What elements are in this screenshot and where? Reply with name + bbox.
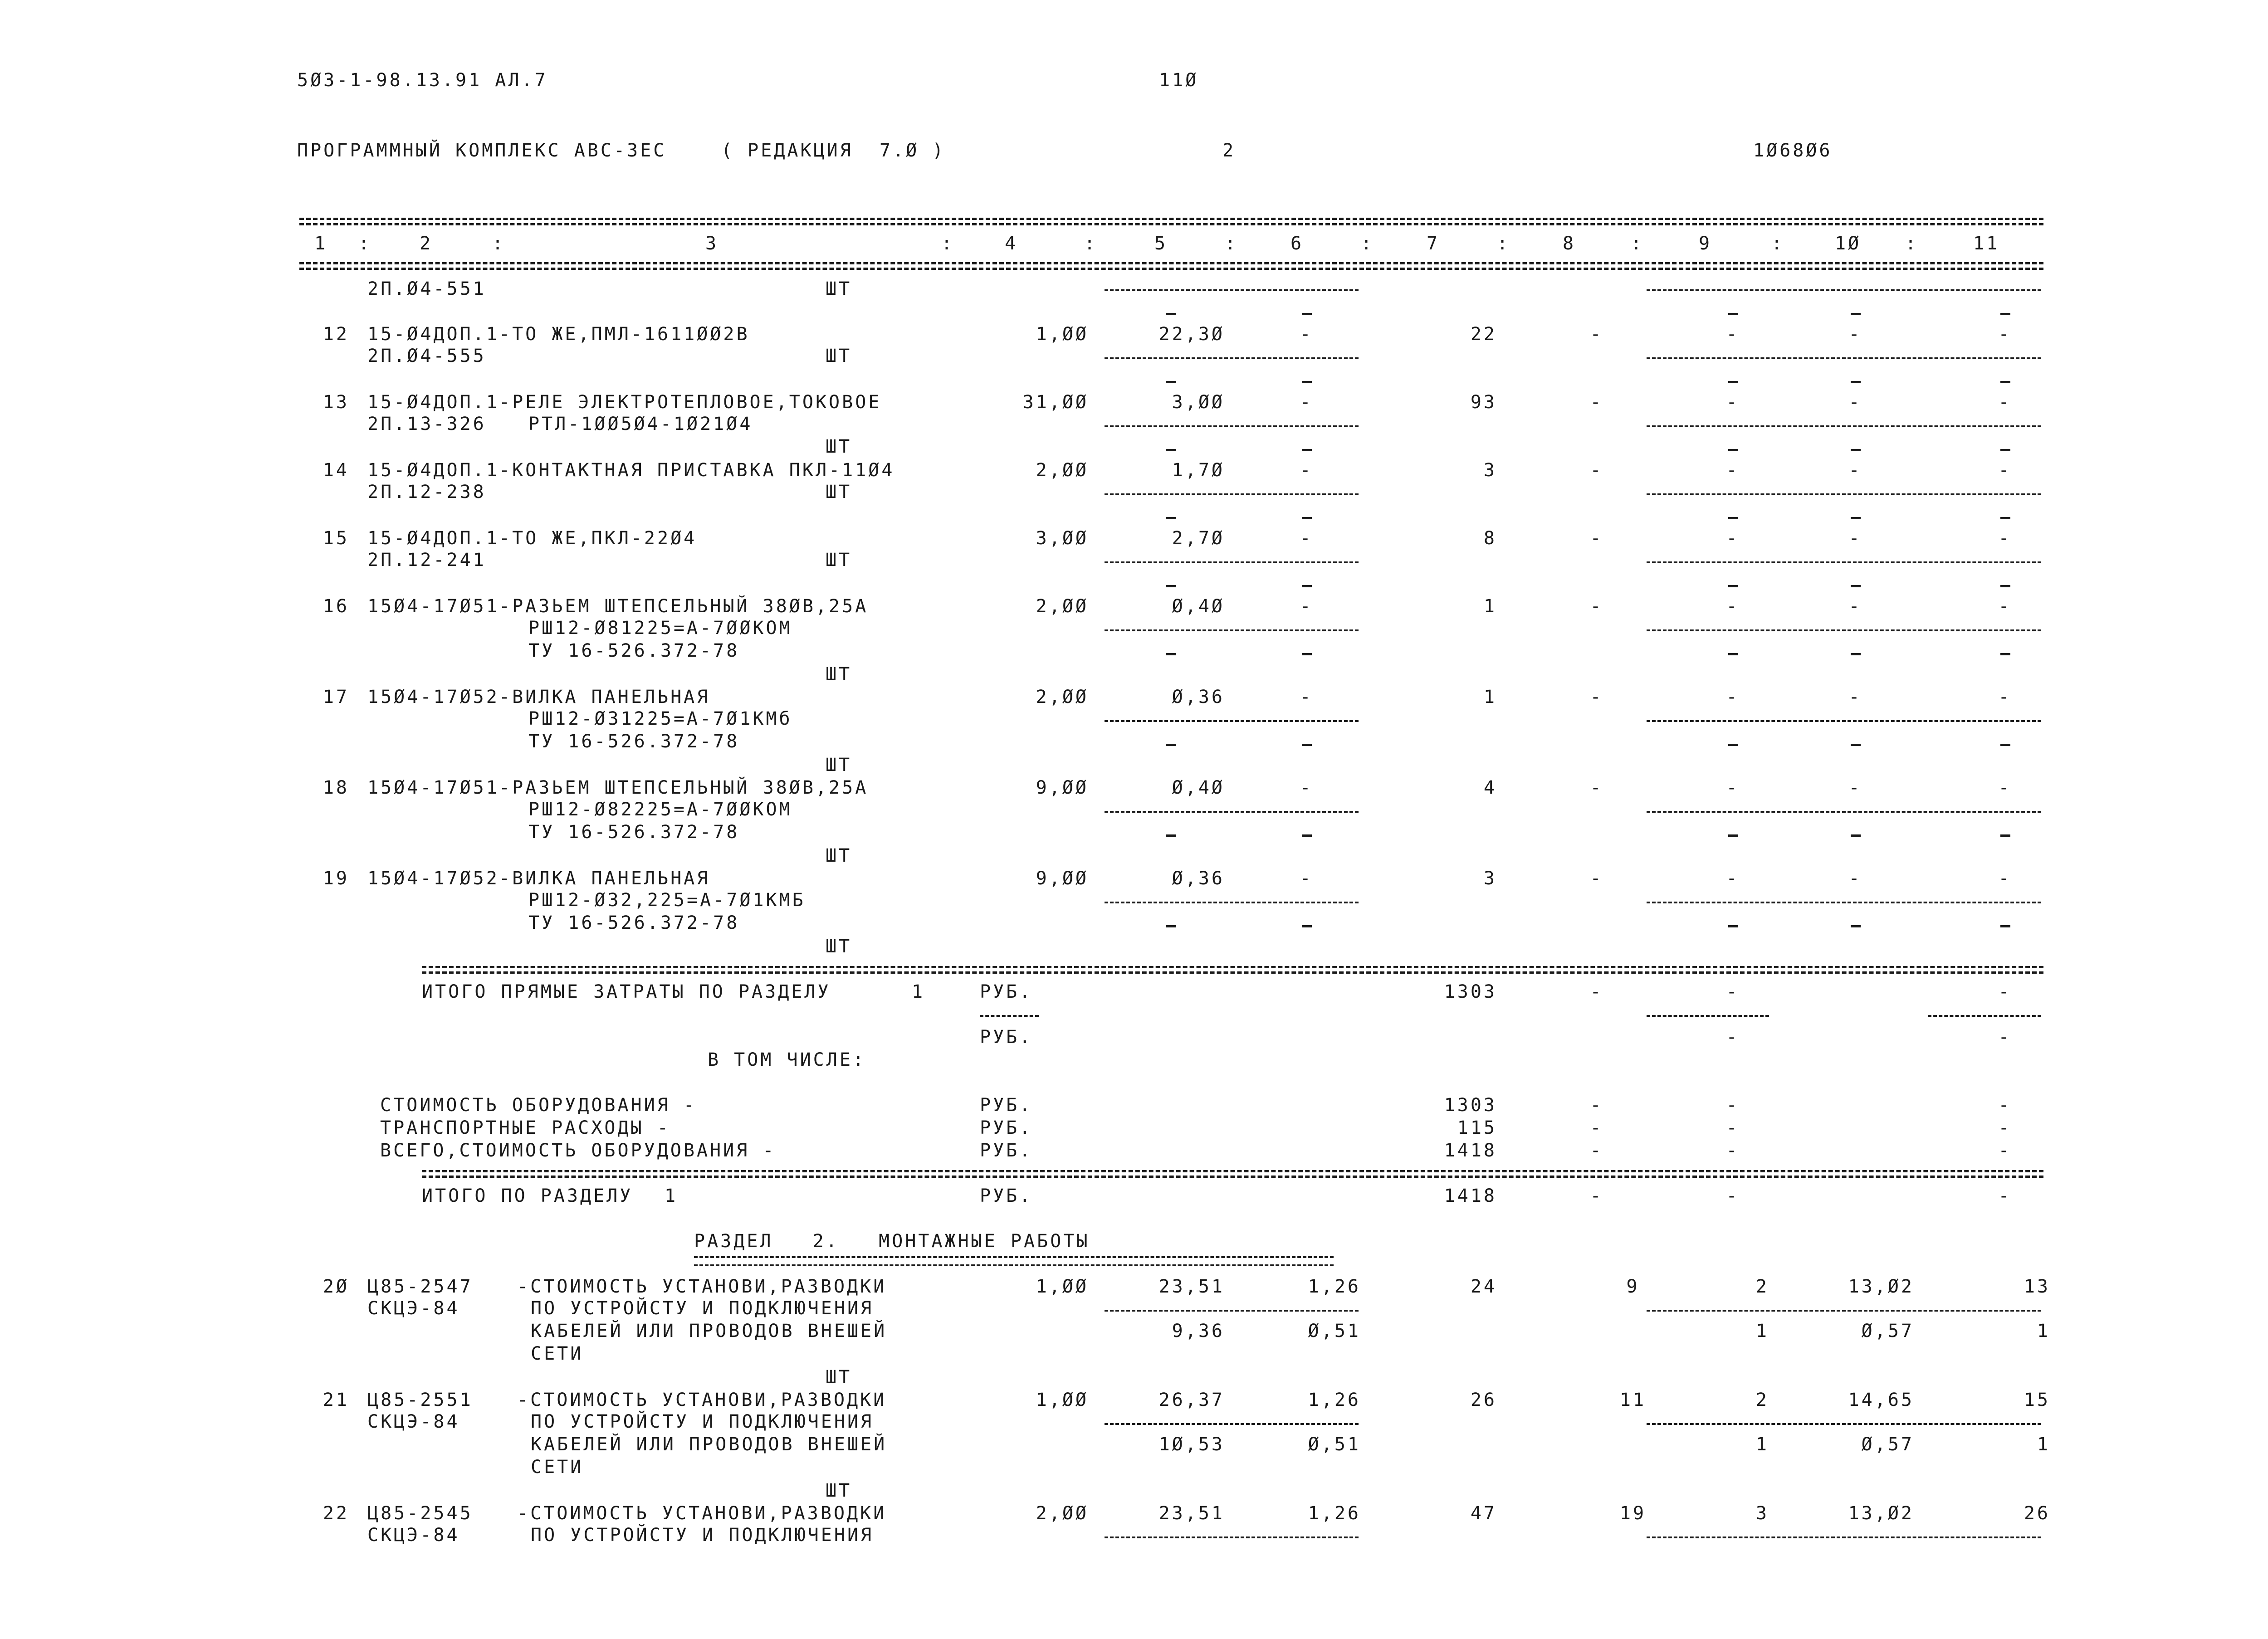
row-col11: -	[1998, 324, 2012, 345]
row-total: 1	[1483, 596, 1497, 617]
row-unit: ШТ	[826, 550, 852, 571]
row-unit: ШТ	[826, 845, 852, 866]
row-price-install: -	[1300, 460, 1313, 481]
row-description: -СТОИМОСТЬ УСТАНОВИ,РАЗВОДКИ	[517, 1390, 887, 1410]
direct-costs-label: ИТОГО ПРЯМЫЕ ЗАТРАТЫ ПО РАЗДЕЛУ	[422, 981, 831, 1002]
row-code: 15-Ø4ДОП.1	[367, 392, 499, 413]
row-code: 15Ø4-17Ø51	[367, 596, 499, 617]
row-price: 1,7Ø	[1172, 460, 1225, 481]
column-header: 1	[314, 233, 328, 254]
section-2-title: РАЗДЕЛ 2. МОНТАЖНЫЕ РАБОТЫ	[694, 1231, 1090, 1252]
row-description: -КОНТАКТНАЯ ПРИСТАВКА ПКЛ-11Ø4	[499, 460, 895, 481]
row-col8: 19	[1619, 1503, 1647, 1524]
row-price: 2,7Ø	[1172, 528, 1225, 549]
row-code: 15Ø4-17Ø52	[367, 868, 499, 889]
row-col10: 13,Ø2	[1848, 1276, 1914, 1297]
row-price-install: 1,26	[1308, 1390, 1361, 1410]
row-col9: -	[1726, 868, 1740, 889]
row-price-install-b: Ø,51	[1308, 1434, 1361, 1455]
row-description-line: ТУ 16-526.372-78	[528, 640, 740, 661]
direct-costs-section: 1	[912, 981, 925, 1002]
row-code: 15-Ø4ДОП.1	[367, 324, 499, 345]
row-code: 15Ø4-17Ø51	[367, 777, 499, 798]
table-top-rule	[299, 218, 2043, 220]
row-code: Ц85-2545	[367, 1503, 473, 1524]
doc-code: 5Ø3-1-98.13.91 АЛ.7	[297, 70, 548, 91]
row-unit: ШТ	[826, 482, 852, 502]
row-col9-b: 1	[1755, 1321, 1769, 1341]
row-col8: -	[1590, 596, 1603, 617]
row-col10: 13,Ø2	[1848, 1503, 1914, 1524]
row-qty: 1,ØØ	[1036, 1276, 1089, 1297]
row-qty: 2,ØØ	[1036, 687, 1089, 707]
page-number: 11Ø	[1159, 70, 1199, 91]
row-unit: ШТ	[826, 278, 852, 299]
row-col10: 14,65	[1848, 1390, 1914, 1410]
section-total-number: 1	[665, 1185, 678, 1206]
row-code2: СКЦЭ-84	[367, 1411, 460, 1432]
row-total: 1	[1483, 687, 1497, 707]
row-code: Ц85-2551	[367, 1390, 473, 1410]
row-number: 16	[323, 596, 349, 617]
row-col8: -	[1590, 868, 1603, 889]
transport-costs-total: 115	[1457, 1117, 1497, 1138]
row-col11: -	[1998, 687, 2012, 707]
row-description-line: ТУ 16-526.372-78	[528, 912, 740, 933]
row-number: 13	[323, 392, 349, 413]
row-description-line: СЕТИ	[531, 1457, 584, 1478]
equipment-cost-label: СТОИМОСТЬ ОБОРУДОВАНИЯ -	[380, 1095, 697, 1116]
row-description-line: ПО УСТРОЙСТУ И ПОДКЛЮЧЕНИЯ	[531, 1525, 874, 1546]
row-unit: ШТ	[826, 755, 852, 776]
row-description-line: РШ12-Ø81225=А-7ØØКОМ	[528, 618, 792, 639]
total-equipment-label: ВСЕГО,СТОИМОСТЬ ОБОРУДОВАНИЯ -	[380, 1140, 776, 1161]
row-price: Ø,4Ø	[1172, 596, 1225, 617]
row-col8: -	[1590, 777, 1603, 798]
column-header: 6	[1290, 233, 1304, 254]
row-col11: -	[1998, 868, 2012, 889]
row-col9-b: 1	[1755, 1434, 1769, 1455]
row-description-line: ПО УСТРОЙСТУ И ПОДКЛЮЧЕНИЯ	[531, 1411, 874, 1432]
row-col11-b: 1	[2037, 1434, 2050, 1455]
row-col10: -	[1848, 596, 1862, 617]
row-description: -РАЗЬЕМ ШТЕПСЕЛЬНЫЙ 38ØВ,25А	[499, 596, 869, 617]
row-description-line: ТУ 16-526.372-78	[528, 822, 740, 843]
row-col10: -	[1848, 868, 1862, 889]
row-description: -ВИЛКА ПАНЕЛЬНАЯ	[499, 687, 710, 707]
row-col8: 11	[1619, 1390, 1647, 1410]
column-header: 5	[1154, 233, 1168, 254]
direct-costs-total: 1303	[1444, 981, 1497, 1002]
row-col8: -	[1590, 460, 1603, 481]
row-code2: 2П.12-241	[367, 550, 486, 571]
row-col10: -	[1848, 324, 1862, 345]
row-col10: -	[1848, 528, 1862, 549]
row-description-line: ТУ 16-526.372-78	[528, 731, 740, 752]
row-qty: 1,ØØ	[1036, 1390, 1089, 1410]
row-qty: 2,ØØ	[1036, 1503, 1089, 1524]
summary-rule	[422, 966, 2043, 968]
row-code2: СКЦЭ-84	[367, 1298, 460, 1319]
row-col9: -	[1726, 777, 1740, 798]
row-price: 3,ØØ	[1172, 392, 1225, 413]
including-label: В ТОМ ЧИСЛЕ:	[708, 1049, 866, 1070]
row-unit: ШТ	[826, 936, 852, 957]
row-col9: -	[1726, 528, 1740, 549]
row-code: 15-Ø4ДОП.1	[367, 528, 499, 549]
row-total: 22	[1470, 324, 1497, 345]
row-description: -СТОИМОСТЬ УСТАНОВИ,РАЗВОДКИ	[517, 1276, 887, 1297]
row-number: 17	[323, 687, 349, 707]
column-header: 2	[420, 233, 433, 254]
table-header-rule	[299, 262, 2043, 264]
row-description-line: РШ12-Ø31225=А-7Ø1КМб	[528, 708, 792, 729]
row-qty: 2,ØØ	[1036, 596, 1089, 617]
row-number: 22	[323, 1503, 349, 1524]
row-col8: 9	[1626, 1276, 1640, 1297]
row-description: -ТО ЖЕ,ПМЛ-1611ØØ2В	[499, 324, 750, 345]
row-price-b: 1Ø,53	[1158, 1434, 1225, 1455]
row-description-line: РТЛ-1ØØ5Ø4-1Ø21Ø4	[528, 414, 753, 434]
row-col11-b: 1	[2037, 1321, 2050, 1341]
row-price: 23,51	[1158, 1276, 1225, 1297]
row-price-install-b: Ø,51	[1308, 1321, 1361, 1341]
row-description: -СТОИМОСТЬ УСТАНОВИ,РАЗВОДКИ	[517, 1503, 887, 1524]
row-price: 23,51	[1158, 1503, 1225, 1524]
row-col11: -	[1998, 596, 2012, 617]
row-description-line: КАБЕЛЕЙ ИЛИ ПРОВОДОВ ВНЕШЕЙ	[531, 1321, 887, 1341]
row-price-install: -	[1300, 868, 1313, 889]
row-qty: 9,ØØ	[1036, 777, 1089, 798]
row-price: Ø,36	[1172, 868, 1225, 889]
row-price: 26,37	[1158, 1390, 1225, 1410]
row-price-install: -	[1300, 528, 1313, 549]
row-description: -РАЗЬЕМ ШТЕПСЕЛЬНЫЙ 38ØВ,25А	[499, 777, 869, 798]
row-col9: 3	[1755, 1503, 1769, 1524]
transport-costs-label: ТРАНСПОРТНЫЕ РАСХОДЫ -	[380, 1117, 670, 1138]
row-description-line: КАБЕЛЕЙ ИЛИ ПРОВОДОВ ВНЕШЕЙ	[531, 1434, 887, 1455]
column-header: 11	[1973, 233, 2000, 254]
row-unit: ШТ	[826, 1367, 852, 1388]
row-number: 19	[323, 868, 349, 889]
row-code2: 2П.Ø4-551	[367, 278, 486, 299]
row-col11: 26	[2024, 1503, 2050, 1524]
row-number: 18	[323, 777, 349, 798]
row-code: 15Ø4-17Ø52	[367, 687, 499, 707]
row-col10-b: Ø,57	[1861, 1434, 1914, 1455]
row-price-install: 1,26	[1308, 1276, 1361, 1297]
row-col9: 2	[1755, 1276, 1769, 1297]
row-qty: 2,ØØ	[1036, 460, 1089, 481]
row-code2: 2П.Ø4-555	[367, 346, 486, 366]
edition: ( РЕДАКЦИЯ 7.Ø )	[721, 140, 946, 161]
row-description: -ТО ЖЕ,ПКЛ-22Ø4	[499, 528, 697, 549]
row-col9: 2	[1755, 1390, 1769, 1410]
row-total: 93	[1470, 392, 1497, 413]
row-number: 21	[323, 1390, 349, 1410]
row-col9: -	[1726, 460, 1740, 481]
row-qty: 1,ØØ	[1036, 324, 1089, 345]
section-total-label: ИТОГО ПО РАЗДЕЛУ	[422, 1185, 633, 1206]
row-description-line: СЕТИ	[531, 1343, 584, 1364]
row-code2: 2П.12-238	[367, 482, 486, 502]
row-price-install: -	[1300, 687, 1313, 707]
column-header: 1Ø	[1835, 233, 1862, 254]
row-price: Ø,36	[1172, 687, 1225, 707]
row-number: 12	[323, 324, 349, 345]
row-code: Ц85-2547	[367, 1276, 473, 1297]
row-price-b: 9,36	[1172, 1321, 1225, 1341]
row-price-install: -	[1300, 596, 1313, 617]
row-col10: -	[1848, 392, 1862, 413]
row-unit: ШТ	[826, 346, 852, 366]
program-name: ПРОГРАММНЫЙ КОМПЛЕКС АВС-ЗЕС	[297, 140, 667, 161]
row-price-install: 1,26	[1308, 1503, 1361, 1524]
section-total-value: 1418	[1444, 1185, 1497, 1206]
row-col8: -	[1590, 392, 1603, 413]
row-code2: СКЦЭ-84	[367, 1525, 460, 1546]
row-qty: 31,ØØ	[1022, 392, 1089, 413]
row-description-line: РШ12-Ø32,225=А-7Ø1КМБ	[528, 890, 806, 911]
row-description-line: РШ12-Ø82225=А-7ØØКОМ	[528, 799, 792, 820]
total-equipment-total: 1418	[1444, 1140, 1497, 1161]
row-col9: -	[1726, 392, 1740, 413]
row-col11: 15	[2024, 1390, 2050, 1410]
row-price-install: -	[1300, 324, 1313, 345]
row-qty: 3,ØØ	[1036, 528, 1089, 549]
row-col11: 13	[2024, 1276, 2050, 1297]
row-unit: ШТ	[826, 1480, 852, 1501]
section-number: 2	[1222, 140, 1236, 161]
row-description: -ВИЛКА ПАНЕЛЬНАЯ	[499, 868, 710, 889]
row-col11: -	[1998, 777, 2012, 798]
row-col11: -	[1998, 460, 2012, 481]
row-total: 26	[1470, 1390, 1497, 1410]
row-total: 47	[1470, 1503, 1497, 1524]
row-price-install: -	[1300, 777, 1313, 798]
row-description: -РЕЛЕ ЭЛЕКТРОТЕПЛОВОЕ,ТОКОВОЕ	[499, 392, 882, 413]
row-total: 3	[1483, 868, 1497, 889]
row-code: 15-Ø4ДОП.1	[367, 460, 499, 481]
equipment-cost-total: 1303	[1444, 1095, 1497, 1116]
row-price: Ø,4Ø	[1172, 777, 1225, 798]
row-col8: -	[1590, 528, 1603, 549]
row-number: 15	[323, 528, 349, 549]
column-header: 3	[705, 233, 719, 254]
row-col9: -	[1726, 687, 1740, 707]
row-total: 4	[1483, 777, 1497, 798]
row-col10: -	[1848, 777, 1862, 798]
row-col9: -	[1726, 596, 1740, 617]
currency-label: РУБ.	[980, 981, 1033, 1002]
row-total: 24	[1470, 1276, 1497, 1297]
row-price: 22,3Ø	[1158, 324, 1225, 345]
row-col9: -	[1726, 324, 1740, 345]
row-unit: ШТ	[826, 664, 852, 685]
row-code2: 2П.13-326	[367, 414, 486, 434]
column-header: 9	[1699, 233, 1712, 254]
currency-label: РУБ.	[980, 1027, 1033, 1048]
row-total: 8	[1483, 528, 1497, 549]
row-col8: -	[1590, 324, 1603, 345]
table-top-rule-2	[299, 223, 2043, 225]
row-description-line: ПО УСТРОЙСТУ И ПОДКЛЮЧЕНИЯ	[531, 1298, 874, 1319]
row-col10-b: Ø,57	[1861, 1321, 1914, 1341]
row-col11: -	[1998, 528, 2012, 549]
row-col10: -	[1848, 687, 1862, 707]
row-total: 3	[1483, 460, 1497, 481]
row-price-install: -	[1300, 392, 1313, 413]
row-unit: ШТ	[826, 436, 852, 457]
row-number: 2Ø	[323, 1276, 349, 1297]
row-qty: 9,ØØ	[1036, 868, 1089, 889]
document-number: 1Ø68Ø6	[1753, 140, 1833, 161]
row-col8: -	[1590, 687, 1603, 707]
row-col10: -	[1848, 460, 1862, 481]
row-col11: -	[1998, 392, 2012, 413]
column-header: 7	[1427, 233, 1440, 254]
row-number: 14	[323, 460, 349, 481]
table-header-rule-2	[299, 268, 2043, 270]
column-header: 8	[1563, 233, 1576, 254]
section-2-underline	[694, 1256, 1334, 1266]
column-header: 4	[1005, 233, 1018, 254]
